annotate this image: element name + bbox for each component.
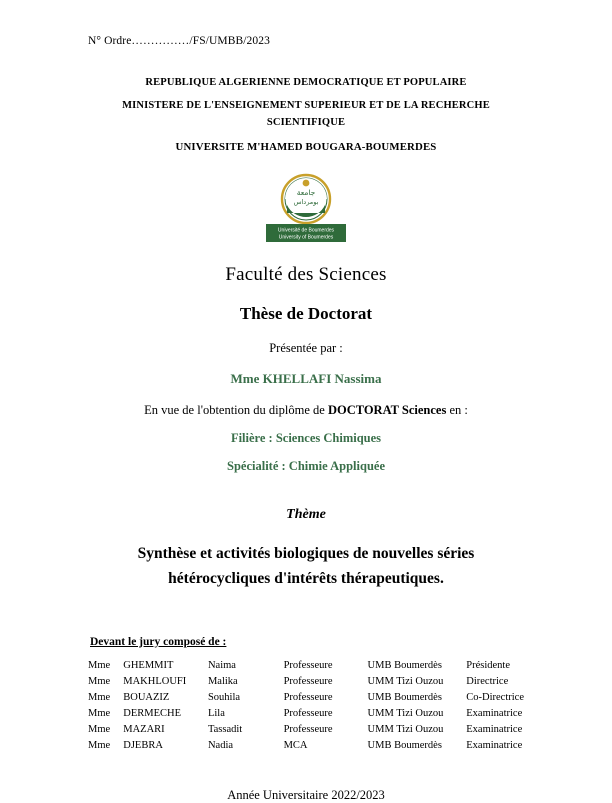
- jury-role: Présidente: [466, 660, 511, 672]
- logo-container: [88, 169, 524, 247]
- jury-lastname: MAKHLOUFI: [123, 676, 187, 688]
- jury-lastname: DJEBRA: [123, 740, 163, 752]
- jury-role: Examinatrice: [466, 724, 523, 736]
- jury-lastname: BOUAZIZ: [123, 692, 170, 704]
- table-row: [88, 658, 524, 674]
- institution-header: [88, 75, 524, 156]
- thesis-title-line-1: Synthèse et activités biologiques de nouvelles séries: [137, 544, 475, 562]
- jury-grade: MCA: [283, 740, 308, 752]
- jury-civility: Mme: [88, 660, 111, 672]
- theme-label: Thème: [286, 506, 326, 522]
- jury-table: [88, 658, 524, 754]
- jury-civility: Mme: [88, 692, 111, 704]
- jury-grade: Professeure: [283, 660, 333, 672]
- svg-text:بومرداس: بومرداس: [293, 197, 319, 206]
- table-row: [88, 738, 524, 754]
- svg-text:University of Boumerdes: University of Boumerdes: [278, 234, 334, 241]
- university-logo: [254, 169, 358, 247]
- filiere: Filière : Sciences Chimiques: [230, 430, 382, 445]
- svg-text:Université de Boumerdes: Université de Boumerdes: [277, 227, 335, 234]
- table-row: [88, 674, 524, 690]
- table-row: [88, 722, 524, 738]
- thesis-type: Thèse de Doctorat: [239, 303, 373, 323]
- thesis-title-line-2: hétérocycliques d'intérêts thérapeutiques.: [168, 570, 444, 588]
- table-row: [88, 706, 524, 722]
- jury-lastname: DERMECHE: [123, 708, 181, 720]
- jury-label: Devant le jury composé de :: [90, 635, 227, 648]
- ministry-line: MINISTERE DE L'ENSEIGNEMENT SUPERIEUR ET DE LA RECHERCHE SCIENTIFIQUE: [122, 100, 490, 128]
- author-name: Mme KHELLAFI Nassima: [230, 370, 382, 386]
- faculty-name: Faculté des Sciences: [225, 263, 387, 285]
- table-row: [88, 690, 524, 706]
- jury-university: UMB Boumerdès: [367, 740, 442, 752]
- degree-prefix: En vue de l'obtention du diplôme de: [144, 402, 328, 417]
- specialite: Spécialité : Chimie Appliquée: [227, 458, 385, 473]
- jury-university: UMB Boumerdès: [367, 660, 442, 672]
- degree-strong: DOCTORAT Sciences: [327, 402, 447, 417]
- jury-firstname: Souhila: [207, 692, 241, 704]
- jury-university: UMB Boumerdès: [367, 692, 442, 704]
- jury-civility: Mme: [88, 676, 111, 688]
- thesis-title: [88, 541, 524, 592]
- jury-lastname: GHEMMIT: [123, 660, 174, 672]
- jury-firstname: Tassadit: [207, 724, 243, 736]
- degree-suffix: en :: [446, 402, 468, 417]
- jury-table-body: [88, 658, 524, 754]
- jury-firstname: Nadia: [207, 740, 234, 752]
- jury-role: Co-Directrice: [466, 692, 524, 704]
- university-line: UNIVERSITE M'HAMED BOUGARA-BOUMERDES: [175, 140, 437, 153]
- jury-civility: Mme: [88, 740, 111, 752]
- jury-grade: Professeure: [283, 708, 333, 720]
- jury-university: UMM Tizi Ouzou: [367, 676, 444, 688]
- jury-firstname: Malika: [207, 676, 238, 688]
- republic-line: REPUBLIQUE ALGERIENNE DEMOCRATIQUE ET POPULAIRE: [145, 77, 467, 88]
- order-number: N° Ordre……………/FS/UMBB/2023: [88, 35, 270, 47]
- jury-grade: Professeure: [283, 676, 333, 688]
- jury-civility: Mme: [88, 708, 111, 720]
- jury-role: Examinatrice: [466, 708, 523, 720]
- jury-grade: Professeure: [283, 692, 333, 704]
- presented-by-label: Présentée par :: [269, 340, 343, 355]
- svg-text:جامعة: جامعة: [296, 187, 316, 197]
- jury-role: Examinatrice: [466, 740, 523, 752]
- jury-firstname: Lila: [207, 708, 225, 720]
- academic-year: Année Universitaire 2022/2023: [227, 787, 385, 802]
- jury-lastname: MAZARI: [123, 724, 165, 736]
- degree-statement: [88, 403, 524, 418]
- jury-civility: Mme: [88, 724, 111, 736]
- jury-firstname: Naima: [207, 660, 236, 672]
- jury-role: Directrice: [466, 676, 509, 688]
- jury-grade: Professeure: [283, 724, 333, 736]
- jury-university: UMM Tizi Ouzou: [367, 708, 444, 720]
- jury-university: UMM Tizi Ouzou: [367, 724, 444, 736]
